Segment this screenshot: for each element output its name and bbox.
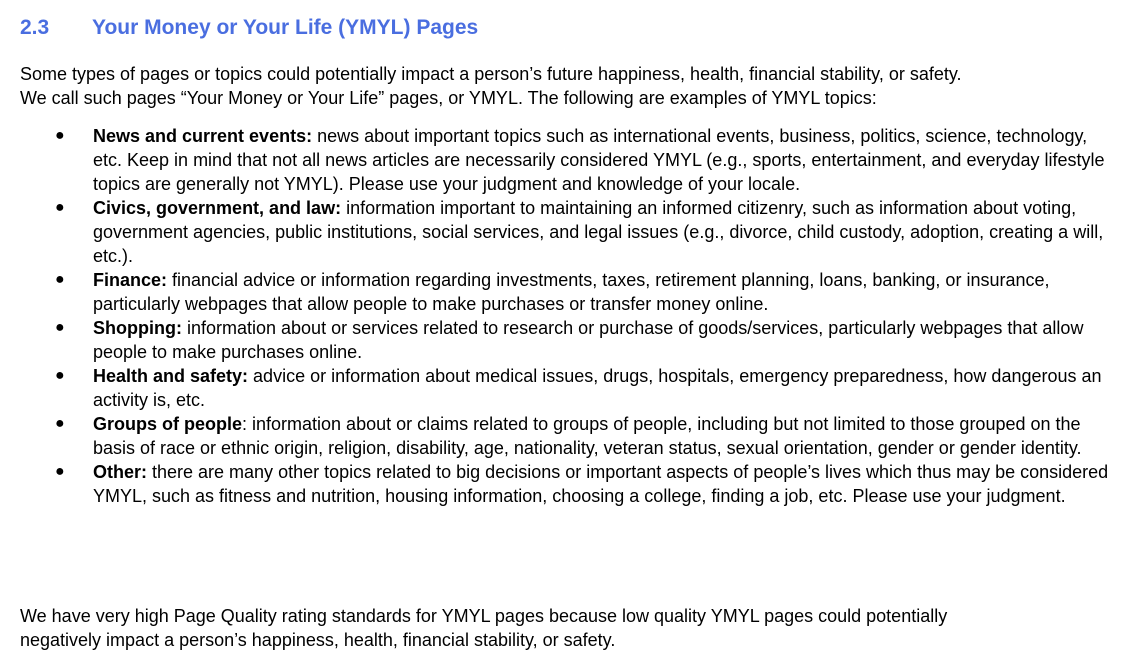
list-item-groups	[0, 412, 1113, 460]
topic-description: information about or services related to research or purchase of goods/services, particularly webpages that allow people to make purchases online.	[93, 318, 1084, 362]
topic-term: Civics, government, and law:	[93, 198, 342, 218]
topic-description: news about important topics such as international events, business, politics, science, technology, etc. Keep in mind that not all news articles are necessarily considered YMYL (e.g., sports, entertainment, and everyday lifestyle topics are generally not YMYL). Please use your judgment and knowledge of your locale.	[93, 126, 1105, 194]
closing-line-2: negatively impact a person’s happiness, health, financial stability, or safety.	[20, 630, 616, 650]
bullet-icon: ●	[55, 367, 65, 384]
topic-description: advice or information about medical issues, drugs, hospitals, emergency preparedness, how dangerous an activity is, etc.	[93, 366, 1102, 410]
topic-term: Groups of people	[93, 414, 243, 434]
topic-description: there are many other topics related to big decisions or important aspects of people’s lives which thus may be considered YMYL, such as fitness and nutrition, housing information, choosing a college, finding a job, etc. Please use your judgment.	[93, 462, 1109, 506]
list-item-news	[0, 124, 1113, 196]
list-item-shopping	[0, 316, 1113, 364]
list-item-civics	[0, 196, 1113, 268]
section-title: Your Money or Your Life (YMYL) Pages	[92, 16, 479, 39]
intro-line-1: Some types of pages or topics could potentially impact a person’s future happiness, health, financial stability, or safety.	[20, 64, 962, 84]
bullet-icon: ●	[55, 319, 65, 336]
ymyl-topic-list	[0, 124, 1142, 508]
closing-paragraph	[20, 604, 1120, 652]
topic-description: : information about or claims related to groups of people, including but not limited to those grouped on the basis of race or ethnic origin, religion, disability, age, nationality, veteran status, sexual orientation, gender or gender identity.	[93, 414, 1082, 458]
topic-term: News and current events:	[93, 126, 313, 146]
closing-line-1: We have very high Page Quality rating standards for YMYL pages because low quality YMYL pages could potentially	[20, 606, 948, 626]
section-number: 2.3	[20, 16, 50, 39]
topic-description: financial advice or information regarding investments, taxes, retirement planning, loans, banking, or insurance, particularly webpages that allow people to make purchases or transfer money online.	[93, 270, 1050, 314]
bullet-icon: ●	[55, 199, 65, 216]
topic-term: Health and safety:	[93, 366, 249, 386]
list-item-health	[0, 364, 1113, 412]
topic-term: Other:	[93, 462, 147, 482]
intro-paragraph	[20, 62, 1120, 110]
bullet-icon: ●	[55, 415, 65, 432]
section-heading	[20, 14, 478, 42]
intro-line-2: We call such pages “Your Money or Your Life” pages, or YMYL. The following are examples of YMYL topics:	[20, 88, 877, 108]
list-item-finance	[0, 268, 1113, 316]
topic-term: Shopping:	[93, 318, 182, 338]
topic-description: information important to maintaining an informed citizenry, such as information about voting, government agencies, public institutions, social services, and legal issues (e.g., divorce, child custody, adoption, creating a will, etc.).	[93, 198, 1104, 266]
list-item-other	[0, 460, 1113, 508]
bullet-icon: ●	[55, 127, 65, 144]
bullet-icon: ●	[55, 463, 65, 480]
bullet-icon: ●	[55, 271, 65, 288]
topic-term: Finance:	[93, 270, 168, 290]
